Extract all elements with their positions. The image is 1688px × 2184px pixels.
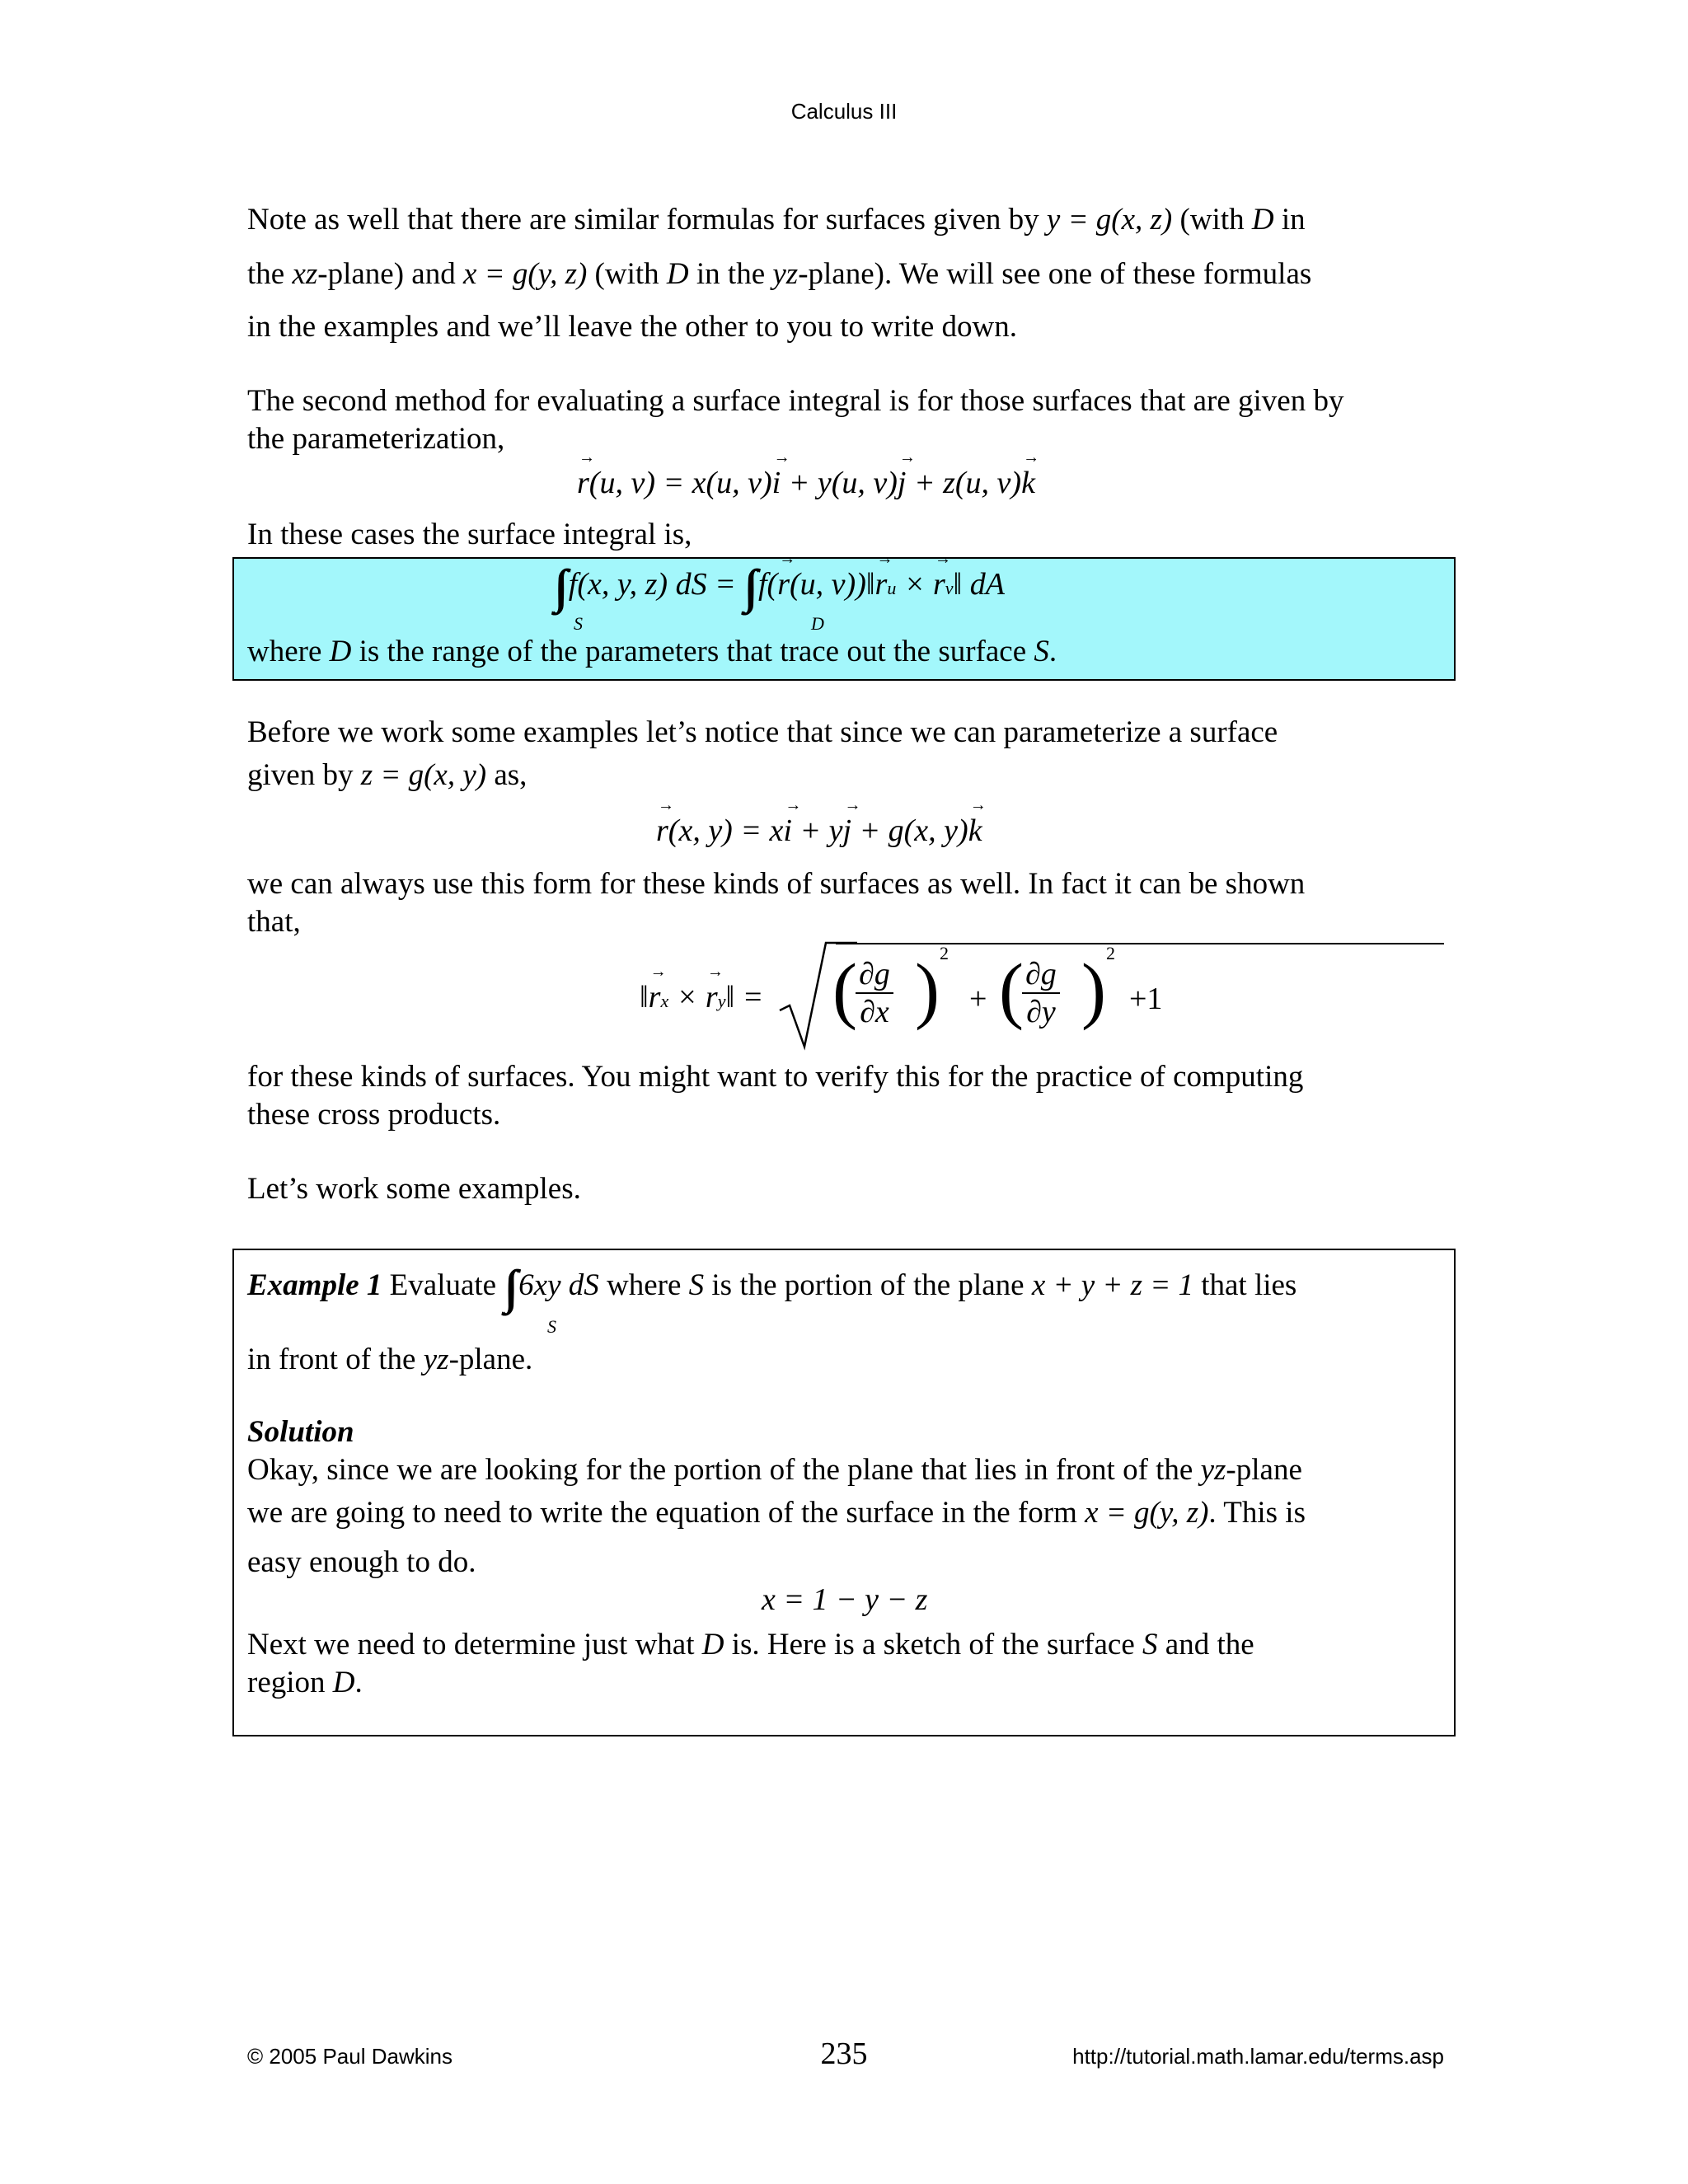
para3-line1: Before we work some examples let’s notice that since we can parameterize a surface [247,715,1278,749]
formula-x-gyz: x = g(y, z) [462,257,588,291]
page-header: Calculus III [790,99,898,124]
equation-parameterization: → r(u, v) = x(u, v)→ i + y(u, v)→ j + z(u, v)→ k [577,465,1035,501]
equation-x-1-y-z: x = 1 − y − z [762,1582,928,1617]
para3-line4: that, [247,905,301,939]
para3-line7: Let’s work some examples. [247,1172,581,1206]
page-number: 235 [820,2036,868,2071]
para3-line6: these cross products. [247,1098,501,1132]
para1-line2: the xz-plane) and x = g(y, z) (with D in the yz-plane). We will see one of these formulas [247,257,1312,291]
para2-line1: The second method for evaluating a surface integral is for those surfaces that are given by [247,384,1344,418]
plane-equation: x + y + z = 1 [1031,1268,1193,1302]
solution-line2: we are going to need to write the equation of the surface in the form x = g(y, z). This is [247,1496,1306,1530]
formula-y-gxz: y = g(x, z) [1046,203,1173,237]
equation-surface-integral: ∫∫ f(x, y, z) dS = ∫∫ f(→ r(u, v))‖→ ru × → rv‖ dA [554,559,1005,614]
footer-copyright: © 2005 Paul Dawkins [247,2044,452,2069]
limit-s: S [574,613,583,634]
sqrt-bar [836,943,1444,944]
limit-d: D [811,613,824,634]
para3-line5: for these kinds of surfaces. You might want to verify this for the practice of computing [247,1060,1304,1094]
example-1-line2: in front of the yz-plane. [247,1343,533,1376]
solution-line5: region D. [247,1666,363,1699]
para1-line3: in the examples and we’ll leave the other to you to write down. [247,310,1017,344]
solution-line4: Next we need to determine just what D is. Here is a sketch of the surface S and the [247,1628,1254,1661]
para3-line3: we can always use this form for these kinds of surfaces as well. In fact it can be shown [247,867,1306,901]
fraction-dg-dy: $\frac{\partial g}{\partial y}$ [1022,956,1060,1030]
example-1-statement: Example 1 Evaluate ∫∫ 6xy dS where S is the portion of the plane x + y + z = 1 that lies [247,1260,1297,1314]
solution-heading: Solution [247,1415,354,1449]
example-1-box [232,1249,1456,1736]
para2-line2: the parameterization, [247,422,505,456]
footer-url[interactable]: http://tutorial.math.lamar.edu/terms.asp [1072,2044,1444,2069]
fraction-dg-dx: $\frac{\partial g}{\partial x}$ [856,956,893,1030]
solution-line3: easy enough to do. [247,1545,476,1579]
example-1-title: Example 1 [247,1268,382,1302]
formula-z-gxy: z = g(x, y) [360,758,487,792]
surface-integral-formula-box [232,557,1456,681]
para3-line2: given by z = g(x, y) as, [247,758,528,792]
para1-line1: Note as well that there are similar formulas for surfaces given by y = g(x, z) (with D in [247,203,1306,237]
equation-xy-parameterization: → r(x, y) = x→ i + y→ j + g(x, y)→ k [656,813,982,849]
blue-box-caption: where D is the range of the parameters that trace out the surface S. [247,635,1057,668]
solution-line1: Okay, since we are looking for the portion of the plane that lies in front of the yz-plane [247,1453,1302,1487]
example-limit-s: S [547,1316,556,1337]
para2-line3: In these cases the surface integral is, [247,518,692,551]
